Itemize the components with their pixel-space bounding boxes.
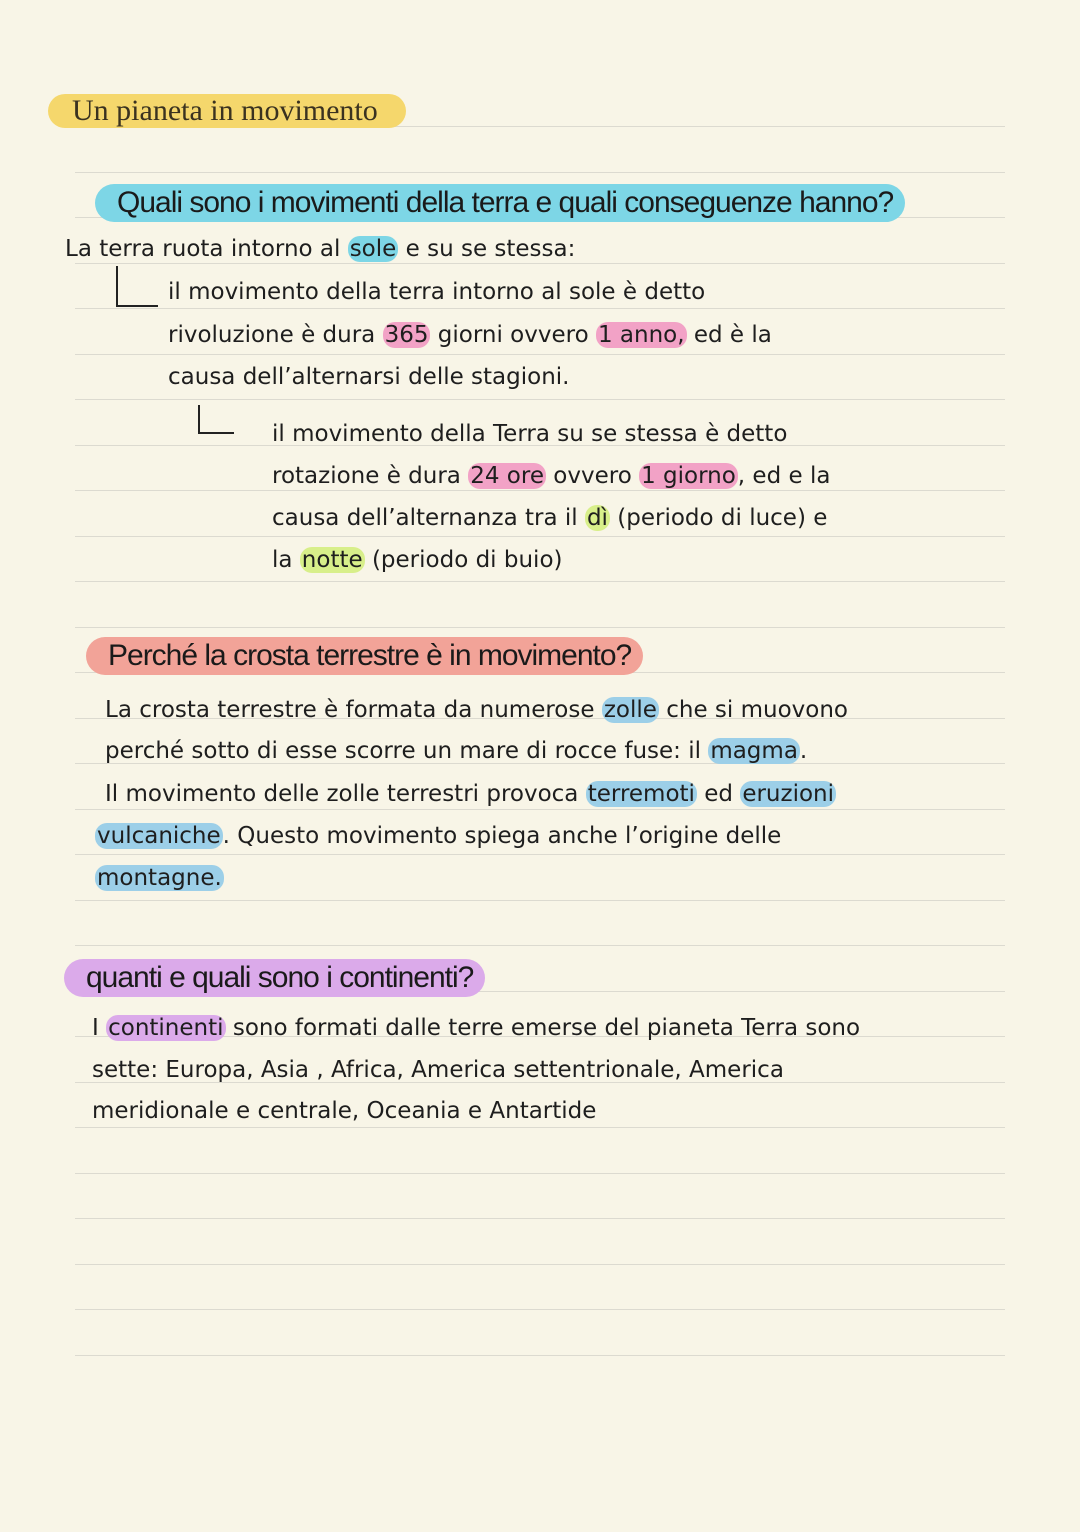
note-line — [168, 277, 705, 307]
note-line — [168, 362, 570, 392]
rule-line — [75, 308, 1005, 309]
rule-line — [75, 1218, 1005, 1219]
note-line — [105, 779, 836, 809]
highlighted-term: magma — [710, 738, 798, 764]
note-line — [105, 736, 807, 766]
note-text: La crosta terrestre è formata da numerose — [105, 697, 602, 723]
highlighted-term: 1 anno, — [597, 322, 685, 348]
rule-line — [75, 1264, 1005, 1265]
note-text: ovvero — [545, 463, 640, 489]
highlighted-term: 1 giorno — [641, 463, 736, 489]
highlighted-term: continenti — [108, 1015, 224, 1041]
rule-line — [75, 536, 1005, 537]
highlighted-term: notte — [301, 547, 363, 573]
note-text: . Questo movimento spiega anche l’origine delle — [222, 823, 782, 849]
note-text: giorni ovvero — [430, 322, 596, 348]
note-line — [65, 234, 575, 264]
note-text: causa dell’alternanza tra il — [272, 505, 585, 531]
heading-earth-movements: Quali sono i movimenti della terra e quali conseguenze hanno? — [95, 184, 905, 222]
note-text: ed è la — [686, 322, 772, 348]
note-text: che si muovono — [658, 697, 848, 723]
note-line — [105, 695, 848, 725]
note-text: (periodo di luce) e — [609, 505, 828, 531]
note-line — [92, 1013, 860, 1043]
rule-line — [75, 581, 1005, 582]
highlighted-term: 365 — [384, 322, 429, 348]
note-line — [168, 320, 772, 350]
note-text: meridionale e centrale, Oceania e Antartide — [92, 1098, 597, 1124]
note-text: causa dell’alternarsi delle stagioni. — [168, 364, 570, 390]
rule-line — [75, 627, 1005, 628]
note-text: Il movimento delle zolle terrestri provoca — [105, 781, 586, 807]
note-text: la — [272, 547, 300, 573]
highlighted-term: eruzioni — [742, 781, 834, 807]
highlighted-term: dì — [586, 505, 608, 531]
rule-line — [75, 854, 1005, 855]
note-text: La terra ruota intorno al — [65, 236, 348, 262]
heading-crust-movement: Perché la crosta terrestre è in movimento? — [86, 637, 643, 675]
note-text: ed — [696, 781, 741, 807]
note-text: rivoluzione è dura — [168, 322, 383, 348]
note-text: (periodo di buio) — [364, 547, 563, 573]
note-text: sono formati dalle terre emerse del pianeta Terra sono — [225, 1015, 861, 1041]
highlighted-term: zolle — [603, 697, 657, 723]
note-line — [272, 503, 827, 533]
note-text: il movimento della terra intorno al sole è detto — [168, 279, 706, 305]
rule-line — [75, 1127, 1005, 1128]
bracket-mark — [116, 266, 158, 307]
note-text: rotazione è dura — [272, 463, 469, 489]
rule-line — [75, 900, 1005, 901]
highlighted-term: 24 ore — [470, 463, 544, 489]
highlighted-term: sole — [349, 236, 397, 262]
highlighted-term: vulcaniche — [97, 823, 221, 849]
highlighted-term: terremoti — [587, 781, 695, 807]
rule-line — [75, 1355, 1005, 1356]
highlighted-term: montagne. — [97, 865, 222, 891]
note-text: I — [92, 1015, 107, 1041]
rule-line — [75, 172, 1005, 173]
note-line — [272, 461, 830, 491]
note-text: . — [799, 738, 808, 764]
note-line — [92, 1096, 596, 1126]
rule-line — [75, 1173, 1005, 1174]
note-line — [272, 419, 787, 449]
rule-line — [75, 399, 1005, 400]
note-text: e su se stessa: — [398, 236, 576, 262]
note-line — [95, 863, 224, 893]
note-line — [92, 1055, 784, 1085]
heading-continents: quanti e quali sono i continenti? — [64, 959, 485, 997]
note-text: , ed e la — [737, 463, 831, 489]
note-text: il movimento della Terra su se stessa è detto — [272, 421, 788, 447]
page-title: Un pianeta in movimento — [48, 94, 406, 128]
note-text: sette: Europa, Asia , Africa, America settentrionale, America — [92, 1057, 784, 1083]
note-text: perché sotto di esse scorre un mare di rocce fuse: il — [105, 738, 709, 764]
rule-line — [75, 354, 1005, 355]
bracket-mark — [198, 405, 234, 434]
note-line — [272, 545, 563, 575]
note-line — [95, 821, 781, 851]
rule-line — [75, 945, 1005, 946]
rule-line — [75, 1309, 1005, 1310]
